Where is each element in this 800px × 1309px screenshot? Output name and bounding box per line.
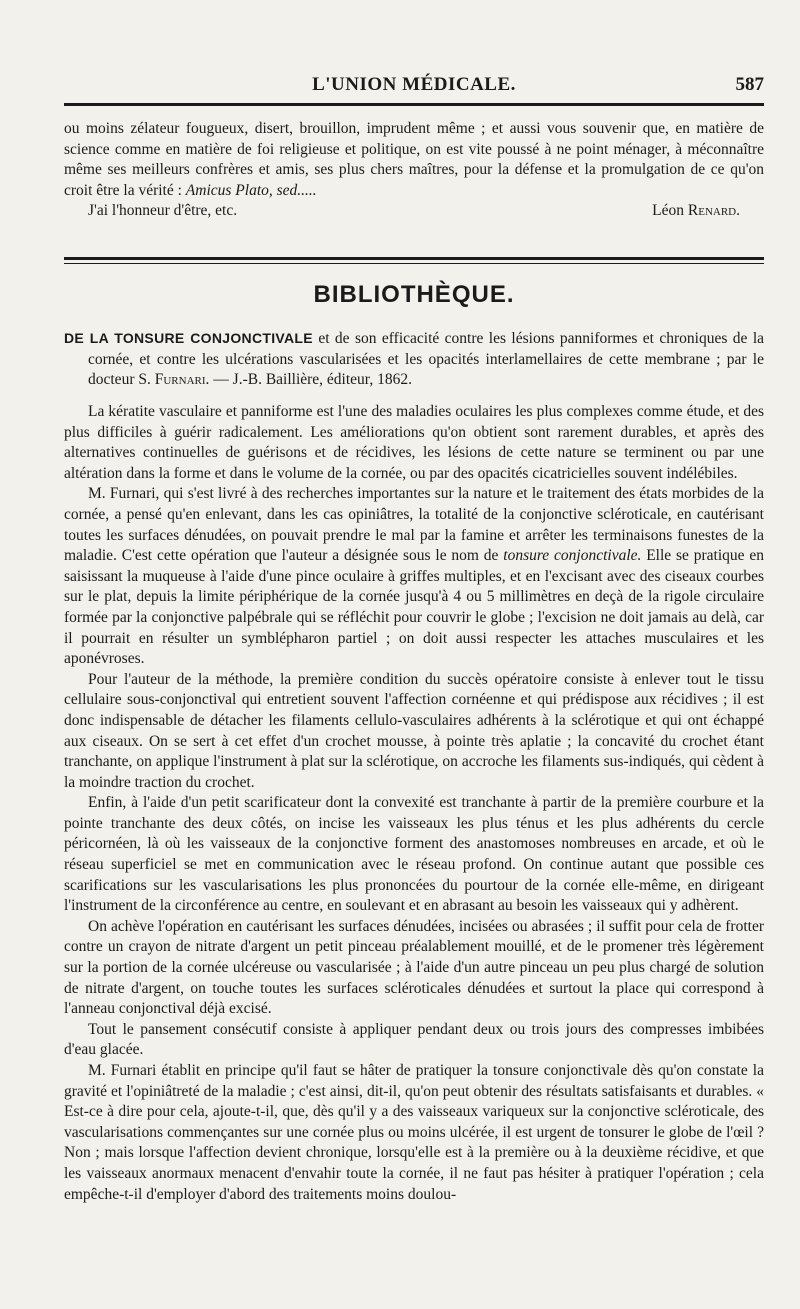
journal-title: L'UNION MÉDICALE. (312, 74, 516, 95)
book-author: Furnari. (154, 371, 210, 389)
section-rule-bottom (64, 263, 764, 264)
page-number: 587 (735, 74, 764, 95)
section-rule-top (64, 257, 764, 260)
article-paragraph: Pour l'auteur de la méthode, la première condition du succès opératoire consiste à enlever tout le tissu cellulaire sous-conjonctival qui entretient souvent l'affection cornéenne et qui prédispose aux récidives ; il est donc indispensable de détacher les filaments cellulo-vasculaires adhérents à la sclérotique et qui ont échappé aux ciseaux. On se sert à cet effet d'un crochet mousse, à pointe très aplatie ; la concavité du crochet étant tranchante, on applique l'instrument à plat sur la sclérotique, on accroche les filaments sus-indiqués, qui cèdent à la moindre traction du crochet. (64, 670, 764, 791)
article-paragraph: La kératite vasculaire et panniforme est l'une des maladies oculaires les plus complexes comme étude, et des plus difficiles à guérir radicalement. Les améliorations qu'on obtient sont rarement durables, et après des alternatives continuelles de guérisons et de récidives, les lésions de cette nature se terminent ou par une altération dans la forme et dans le volume de la cornée, ou par des opacités cicatricielles souvent indélébiles. (64, 403, 764, 482)
book-publisher: — J.-B. Baillière, éditeur, 1862. (213, 371, 412, 389)
book-title-head: DE LA TONSURE CONJONCTIVALE (64, 330, 313, 346)
article-paragraph: Tout le pansement consécutif consiste à appliquer pendant deux ou trois jours des compresses imbibées d'eau glacée. (64, 1020, 764, 1059)
letter-paragraph: ou moins zélateur fougueux, disert, brouillon, imprudent même ; et aussi vous souvenir que, en matière de science comme en matière de foi religieuse et politique, on est vite poussé à ne point ménager, à méconnaître même ses meilleurs confrères et amis, ses plus chers maîtres, pour la défense et la promulgation de ce qu'on croit être la vérité : Amicus Plato, sed..... (64, 120, 764, 199)
article-paragraph: M. Furnari, qui s'est livré à des recherches importantes sur la nature et le traitement des états morbides de la cornée, a pensé qu'en enlevant, dans les cas opiniâtres, la totalité de la conjonctive scléroticale, en cautérisant toutes les surfaces dénudées, on pouvait prendre le mal par la famine et arrêter les terminaisons funestes de la maladie. C'est cette opération que l'auteur a désignée sous le nom de tonsure conjonctivale. Elle se pratique en saisissant la muqueuse à l'aide d'une pince oculaire à griffes multiples, et en l'excisant avec des ciseaux courbes sur le plat, depuis la limite périphérique de la cornée jusqu'à 4 ou 5 millimètres en deçà de la rigole circulaire formée par la conjonctive palpébrale qui se réfléchit pour couvrir le globe ; l'excision ne doit jamais au delà, car il pourrait en résulter un symblépharon partiel ; on doit aussi respecter les attaches musculaires et les aponévroses. (64, 485, 764, 668)
article-paragraph: On achève l'opération en cautérisant les surfaces dénudées, incisées ou abrasées ; il suffit pour cela de frotter contre un crayon de nitrate d'argent un petit pinceau préalablement mouillé, et de le promener très légèrement sur la portion de la cornée ulcéreuse ou vascularisée ; à l'aide d'un autre pinceau un peu plus chargé de solution de nitrate d'argent, on touche toutes les surfaces scléroticales dénudées et surtout la place qui correspond à l'anneau conjonctival déjà excisé. (64, 917, 764, 1018)
book-title: DE LA TONSURE CONJONCTIVALE et de son efficacité contre les lésions panniformes et chroniques de la cornée, et contre les ulcérations vascularisées et les opacités interlamellaires de cette membrane ; par le docteur S. Furnari. — J.-B. Baillière, éditeur, 1862. (64, 330, 765, 389)
section-title: BIBLIOTHÈQUE. (313, 281, 515, 308)
running-header (64, 74, 764, 100)
article-paragraph: Enfin, à l'aide d'un petit scarificateur dont la convexité est tranchante à partir de la première courbure et la pointe tranchante des deux côtés, on incise les vaisseaux les plus ténus et les plus adhérents du cercle péricornéen, là où les vaisseaux de la conjonctive forment des anastomoses nombreuses en arcade, et où le réseau superficiel se met en communication avec le réseau profond. On continue autant que possible ces scarifications sur les vascularisations les plus prononcées du pourtour de la cornée elle-même, en dirigeant l'instrument de la circonférence au centre, en soulevant et en abrasant au besoin les vaisseaux qui y adhèrent. (64, 794, 764, 915)
letter-ending (64, 119, 764, 222)
article-body (64, 402, 764, 1205)
latin-quote: Amicus Plato, sed..... (185, 181, 317, 199)
header-rule (64, 103, 764, 106)
closing-formula: J'ai l'honneur d'être, etc. (88, 202, 238, 220)
letter-closing (64, 201, 764, 222)
signature: Léon Renard. (652, 202, 740, 220)
book-reference (64, 328, 764, 391)
article-paragraph: M. Furnari établit en principe qu'il faut se hâter de pratiquer la tonsure conjonctivale dès qu'on constate la gravité et l'opiniâtreté de la maladie ; c'est ainsi, dit-il, qu'on peut obtenir des résultats satisfaisants et durables. « Est-ce à dire pour cela, ajoute-t-il, que, dès qu'il y a des vaisseaux variqueux sur la conjonctive scléroticale, des vascularisations commençantes sur une cornée plus ou moins ulcérée, il est urgent de tonsurer le globe de l'œil ? Non ; mais lorsque l'affection devient chronique, lorsqu'elle est à la première ou à la deuxième récidive, et que les vaisseaux anormaux menacent d'envahir toute la cornée, il ne faut pas hésiter à pratiquer l'opération ; cela empêche-t-il d'employer d'abord des traitements moins doulou- (64, 1062, 764, 1203)
